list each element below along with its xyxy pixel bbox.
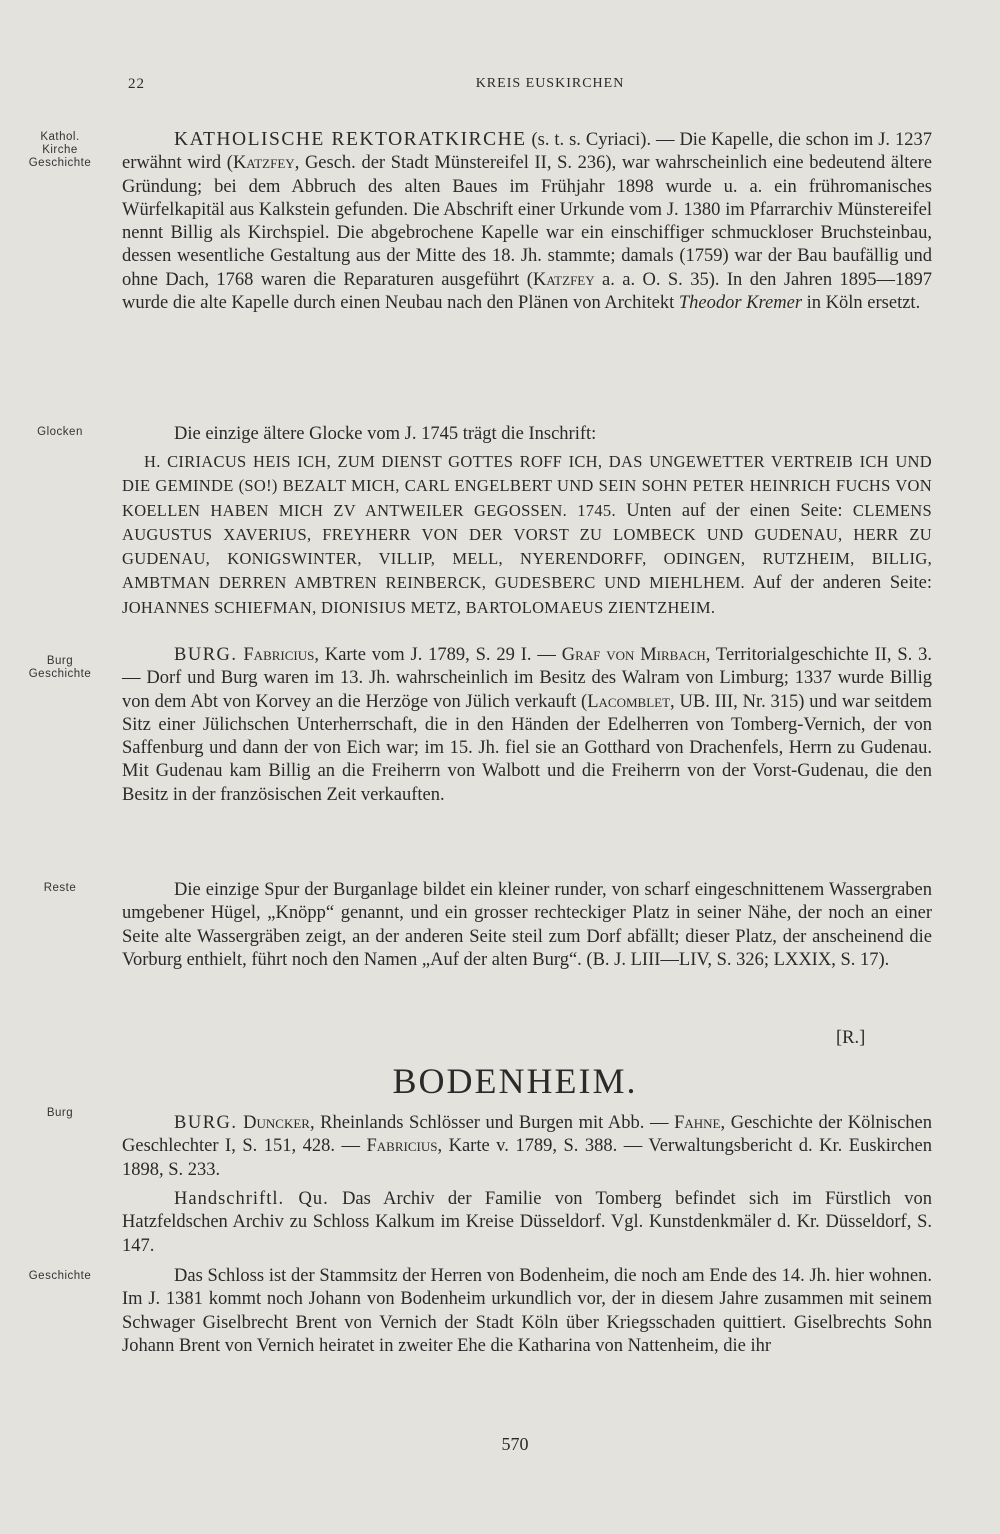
paragraph-reste: Die einzige Spur der Burganlage bildet ein kleiner runder, von scharf eingeschnittenem Wassergraben umgebener Hügel, „Knöpp“ genannt, und ein grosser rechteckiger Platz in seiner Nähe, der noch an einer Seite alte Wassergräben zeigt, an der anderen Seite steil zum Dorf abfällt; dieser Platz, der anscheinend die Vorburg enthielt, führt noch den Namen „Auf der alten Burg“. (B. J. LIII—LIV, S. 326; LXXIX, S. 17). — [122, 880, 932, 970]
author-name: Fahne — [674, 1113, 721, 1133]
margin-note-kirche — [10, 131, 110, 170]
inscription-text: JOHANNES SCHIEFMAN, DIONISIUS METZ, BARTOLOMAEUS ZIENTZHEIM. — [122, 597, 716, 617]
section-title-burg: BURG. — [174, 645, 238, 665]
author-name: Fabricius — [243, 645, 315, 665]
paragraph-kirche — [122, 128, 932, 315]
text-run: , Gesch. der Stadt Münstereifel II, S. 236), war wahrscheinlich eine bedeutend ältere Gründung; bei dem Abbruch des alten Baues im Frühjahr 1898 wurde u. a. ein frühromanisches Würfelkapitäl aus Kalkstein gefunden. Die Abschrift einer Urkunde vom J. 1380 im Pfarrarchiv Münstereifel nennt Billig als Kirchspiel. Die abgebrochene Kapelle war ein einschiffiger schmuckloser Bruchsteinbau, dessen wesentliche Gestaltung aus der Mitte des 18. Jh. stammte; damals (1759) war der Bau baufällig und ohne Dach, 1768 waren die Reparaturen ausgeführt ( — [122, 153, 933, 290]
paragraph-glocken-intro: Die einzige ältere Glocke vom J. 1745 trägt die Inschrift: — [174, 424, 597, 444]
place-heading: BODENHEIM. — [392, 1061, 638, 1101]
page-header — [0, 76, 1000, 96]
text-run: Unten auf der einen Seite: — [615, 500, 853, 521]
text-run: , Karte vom J. 1789, S. 29 I. — — [314, 645, 562, 665]
inscription-text: H. CIRIACUS HEIS ICH, ZUM DIENST GOTTES ROFF ICH, DAS UNGEWETTER VERTREIB ICH UND DIE GEMINDE (SO!) BEZALT MICH, CARL ENGELBERT UND SEIN SOHN PETER HEINRICH FUCHS VON KOELLEN HABEN MICH ZV ANTWEILER GEGOSSEN. 1745. — [122, 452, 932, 520]
margin-note-burg-bodenheim: Burg — [46, 1107, 74, 1119]
paragraph-burg — [122, 644, 932, 807]
author-name: Katzfey — [232, 153, 295, 174]
text-run: Das Archiv der Familie von Tomberg befindet sich im Fürstlich von Hatzfeldschen Archiv zu Schloss Kalkum im Kreise Düsseldorf. Vgl. Kunstdenkmäler d. Kr. Düsseldorf, S. 147. — [122, 1189, 932, 1256]
section-title-burg: BURG. — [174, 1113, 238, 1133]
text-run: , Karte v. 1789, S. 388. — Verwaltungsbericht d. Kr. Euskirchen 1898, S. 233. — [122, 1136, 932, 1180]
architect-name: Theodor Kremer — [678, 293, 803, 314]
text-run: (s. t. s. Cyriaci). — Die Kapelle, die schon im J. 1237 erwähnt wird ( — [122, 130, 932, 174]
margin-note-kirche-word: Kirche — [42, 144, 78, 156]
margin-note-glocken: Glocken — [37, 426, 83, 438]
author-name: Graf von Mirbach — [561, 645, 706, 665]
page-number: 22 — [128, 76, 145, 92]
author-name: Lacomblet — [587, 691, 671, 712]
margin-note-reste: Reste — [43, 882, 77, 894]
text-run: , Territorialgeschichte II, S. 3. — Dorf und Burg waren im 13. Jh. wahrscheinlich im Besitz des Walram von Limburg; 1337 wurde Billig von dem Abt von Korvey an die Herzöge von Jülich verkauft ( — [122, 645, 933, 712]
paragraph-bodenheim-geschichte: Das Schloss ist der Stammsitz der Herren von Bodenheim, die noch am Ende des 14. Jh. hier wohnen. Im J. 1381 kommt noch Johann von Bodenheim urkundlich vor, der in diesem Jahre zusammen mit seinem Schwager Giselbrecht Brent von Vernich der Stadt Köln über Kriegsschaden quittiert. Giselbrechts Sohn Johann Brent von Vernich heiratet in zweiter Ehe die Katharina von Nattenheim, die ihr — [122, 1266, 932, 1356]
section-title-kirche: KATHOLISCHE REKTORATKIRCHE — [174, 129, 527, 150]
author-name: Duncker — [243, 1113, 310, 1133]
margin-note-geschichte: Geschichte — [28, 157, 92, 169]
text-run: , Rheinlands Schlösser und Burgen mit Abb. — — [309, 1113, 675, 1133]
text-run: a. a. O. S. 35). In den Jahren 1895—1897 wurde die alte Kapelle durch einen Neubau nach den Plänen von Architekt — [122, 269, 932, 314]
text-run: , Geschichte der Kölnischen Geschlechter I, S. 151, 428. — — [122, 1113, 932, 1157]
paragraph-glocken-inscription — [122, 450, 932, 620]
margin-note-burg — [10, 655, 110, 681]
margin-note-geschichte: Geschichte — [28, 668, 92, 680]
margin-note-geschichte-bodenheim: Geschichte — [28, 1270, 92, 1282]
text-run: in Köln ersetzt. — [802, 293, 921, 314]
inscription-text: CLEMENS AUGUSTUS XAVERIUS, FREYHERR VON DER VORST ZU LOMBECK UND GUDENAU, HERR ZU GUDENAU, KONIGSWINTER, VILLIP, MELL, NYERENDORFF, ODINGEN, RUTZHEIM, BILLIG, AMBTMAN DERREN AMBTREN REINBERCK, GUDESBERC UND MIEHLHEM. — [122, 500, 932, 593]
author-signature: [R.] — [836, 1028, 866, 1048]
author-name: Katzfey — [532, 269, 595, 290]
paragraph-handschriften — [122, 1188, 932, 1258]
margin-note-burg-word: Burg — [46, 655, 74, 667]
author-name: Fabricius — [366, 1136, 438, 1157]
section-title-handschriften: Handschriftl. Qu. — [174, 1189, 329, 1209]
running-title: KREIS EUSKIRCHEN — [475, 76, 625, 91]
text-run: Auf der anderen Seite: — [744, 573, 932, 594]
paragraph-bodenheim-literature — [122, 1112, 932, 1182]
text-run: , UB. III, Nr. 315) und war seitdem Sitz einer Jülichschen Unterherrschaft, die in den Händen der Edelherren von Tomberg-Vernich, der von Saffenburg und dann der von Eich war; im 15. Jh. fiel sie an Gotthard von Drachenfels, Herrn zu Gudenau. Mit Gudenau kam Billig an die Freiherrn von Walbott und die Freiherrn von der Vorst-Gudenau, die den Besitz in der französischen Zeit verkauften. — [122, 691, 932, 805]
margin-note-kathol: Kathol. — [40, 131, 80, 143]
footer-page-number: 570 — [501, 1434, 529, 1454]
